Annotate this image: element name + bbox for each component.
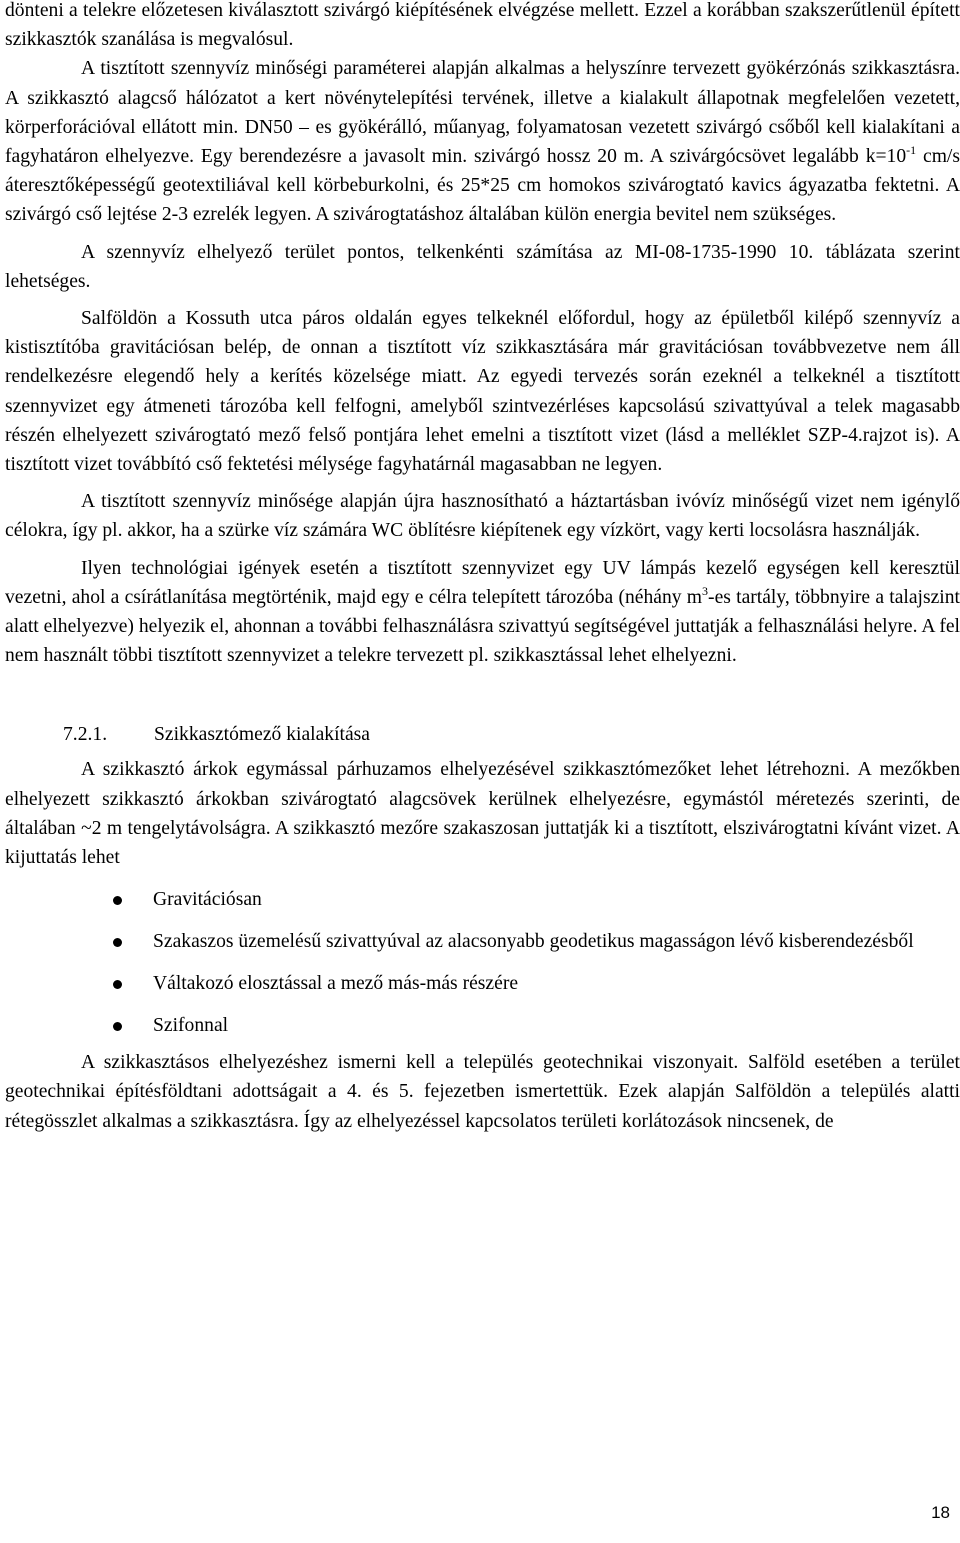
section-title: Szikkasztómező kialakítása <box>154 724 371 746</box>
list-item-text: Gravitációsan <box>153 889 262 911</box>
paragraph-7: A szikkasztó árkok egymással párhuzamos elhelyezésével szikkasztómezőket lehet létrehozni. A mezőkben elhelyezett szikkasztó árkokban szivárogtató alagcsövek kerülnek elhelyezésre, egymástól méretezés szerinti, de általában ~2 m tengelytávolságra. A szikkasztó mezőre szakaszosan juttatják ki a tisztított, elszivárogtatni kívánt vizet. A kijuttatás lehet <box>5 759 960 869</box>
cubic-superscript: 3 <box>702 583 709 598</box>
list-item-text: Szifonnal <box>153 1015 229 1037</box>
section-number: 7.2.1. <box>63 724 108 746</box>
paragraph-6-part-a: Ilyen technológiai igények esetén a tisztított szennyvizet egy UV lámpás kezelő egységen kell keresztül vezetni, ahol a csírátlanítása megtörténik, majd egy e célra telepített tározóba (néhány m <box>5 557 960 608</box>
paragraph-4: Salföldön a Kossuth utca páros oldalán egyes telkeknél előfordul, hogy az épületből kilépő szennyvíz a kistisztítóba gravitációsan belép, de onnan a tisztított víz szikkasztására már gravitációsan továbbvezetve nem áll rendelkezésre elegendő hely a kerítés közelsége miatt. Az egyedi tervezés során ezeknél a telkeknél a tisztított szennyvizet egy átmeneti tározóba kell felfogni, amelyből szintvezérléses kapcsolású szivattyúval a telek magasabb részén elhelyezett szivárogtató mező felső pontjára lehet emelni a tisztított vizet (lásd a melléklet SZP-4.rajzot is). A tisztított vizet továbbító cső fektetési mélysége fagyhatárnál magasabban ne legyen. <box>5 308 960 476</box>
paragraph-5: A tisztított szennyvíz minősége alapján újra hasznosítható a háztartásban ivóvíz minőségű vizet nem igénylő célokra, így pl. akkor, ha a szürke víz számára WC öblítésre kiépítenek egy vízkört, vagy kerti locsolásra használják. <box>5 491 960 542</box>
document-page <box>5 0 960 1136</box>
paragraph-1: dönteni a telekre előzetesen kiválasztott szivárgó kiépítésének elvégzése mellett. Ezzel a korábban szakszerűtlenül épített szikkasztók szanálása is megvalósul. <box>5 0 960 51</box>
paragraph-2-part-a: A tisztított szennyvíz minőségi paraméterei alapján alkalmas a helyszínre tervezett gyökérzónás szikkasztásra. A szikkasztó alagcső hálózatot a kert növénytelepítési tervének, illetve a kialakult állapotnak megfelelően vezetett, körperforációval ellátott min. DN50 – es gyökérálló, műanyag, folyamatosan vezetett szivárgó csőből kell kialakítani a fagyhatáron elhelyezve. Egy berendezésre a javasolt min. szivárgó hossz 20 m. A szivárgócsövet legalább k=10 <box>5 58 960 168</box>
list-item <box>5 1011 960 1040</box>
bullet-icon <box>113 1022 122 1031</box>
paragraph-2-part-b: cm/s áteresztőképességű geotextiliával kell körbeburkolni, és 25*25 cm homokos szivárogtató kavics ágyazatba fektetni. A szivárgó cső lejtése 2-3 ezrelék legyen. A szivárogtatáshoz általában külön energia bevitel nem szükséges. <box>5 146 960 226</box>
bullet-icon <box>113 896 122 905</box>
list-item <box>5 969 960 998</box>
bullet-icon <box>113 980 122 989</box>
paragraph-2 <box>5 54 960 229</box>
list-item <box>5 885 960 914</box>
list-item <box>5 927 960 956</box>
list-item-text: Váltakozó elosztással a mező más-más részére <box>153 973 519 995</box>
paragraph-6 <box>5 554 960 671</box>
bullet-icon <box>113 938 122 947</box>
paragraph-3: A szennyvíz elhelyező terület pontos, telkenkénti számítása az MI-08-1735-1990 10. táblázata szerint lehetséges. <box>5 241 960 292</box>
page-number: 18 <box>931 1503 950 1522</box>
paragraph-6-part-b: -es tartály, többnyire a talajszint alatt elhelyezve) helyezik el, ahonnan a további felhasználásra szivattyú segítségével juttatják a felhasználási helyre. A fel nem használt többi tisztított szennyvizet a telekre tervezett pl. szikkasztással lehet elhelyezni. <box>5 586 960 667</box>
paragraph-8: A szikkasztásos elhelyezéshez ismerni kell a település geotechnikai viszonyait. Salföld esetében a terület geotechnikai építésföldtani adottságait a 4. és 5. fejezetben ismertettük. Ezek alapján Salföldön a település alatti rétegösszlet alkalmas a szikkasztásra. Így az elhelyezéssel kapcsolatos területi korlátozások nincsenek, de <box>5 1052 960 1132</box>
list-item-text: Szakaszos üzemelésű szivattyúval az alacsonyabb geodetikus magasságon lévő kisberendezésből <box>153 931 914 953</box>
section-heading <box>5 720 960 749</box>
bullet-list <box>5 885 960 1040</box>
exponent-superscript: -1 <box>906 143 917 158</box>
